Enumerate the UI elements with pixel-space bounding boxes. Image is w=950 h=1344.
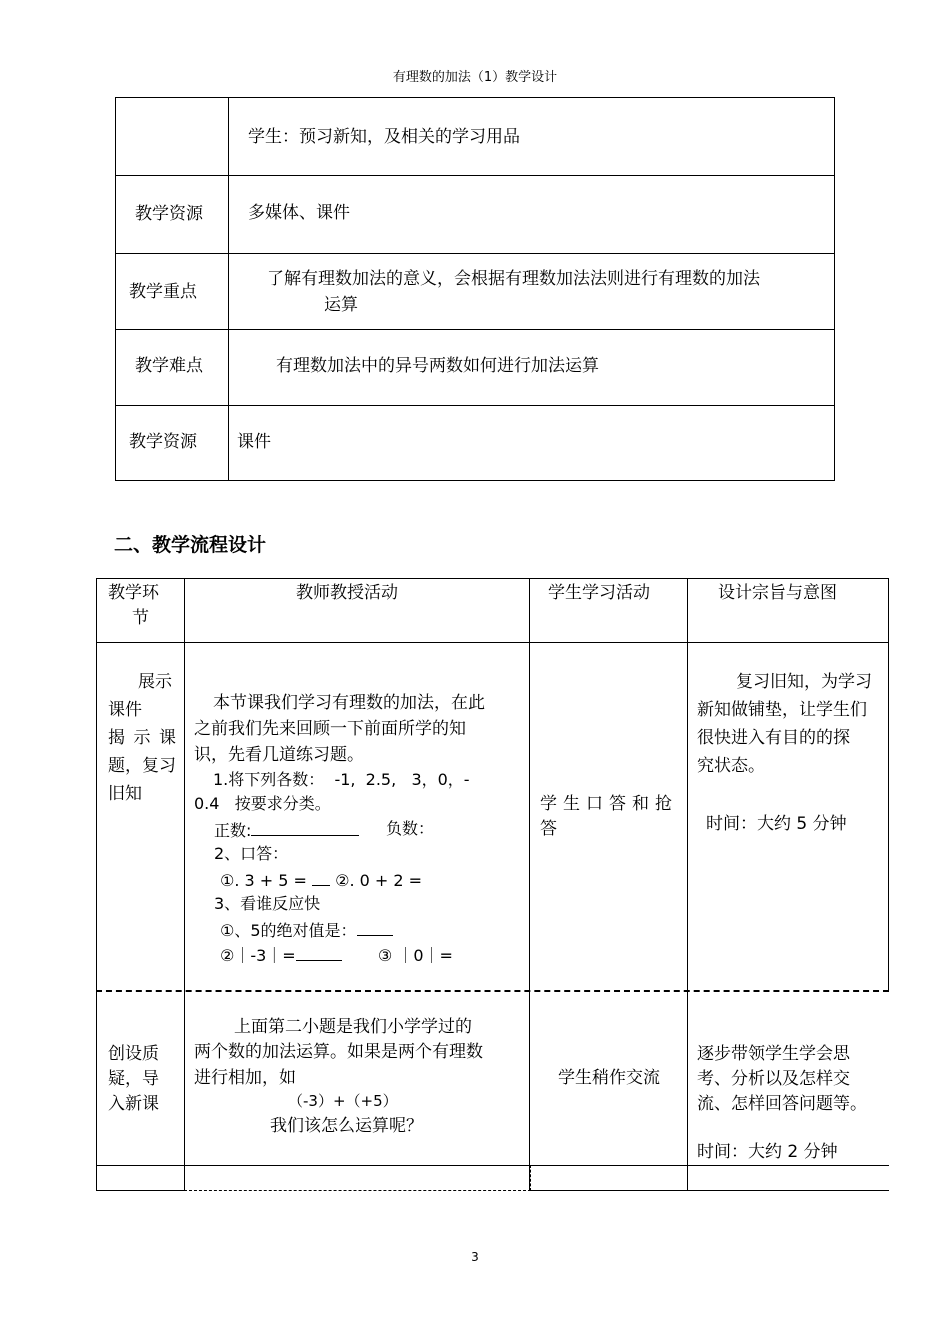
row-content: 运算 bbox=[324, 295, 358, 315]
table-border-right bbox=[888, 578, 889, 990]
exercise-2-title: 2、口答： bbox=[214, 844, 289, 863]
exercise-2 bbox=[220, 867, 422, 893]
purpose-text: 逐步带领学生学会思 bbox=[697, 1044, 850, 1064]
header-stage: 教学环 bbox=[108, 583, 159, 603]
student-activity: 答 bbox=[540, 819, 557, 839]
table-border-top bbox=[96, 578, 889, 579]
teaching-flow-table bbox=[96, 578, 889, 1190]
exercise-3a-text: ①、5的绝对值是： bbox=[220, 921, 357, 940]
stage-text: 揭 示 课 bbox=[108, 728, 176, 748]
exercise-3-title: 3、看谁反应快 bbox=[214, 894, 321, 913]
row-content: 了解有理数加法的意义，会根据有理数加法法则进行有理数的加法 bbox=[267, 269, 760, 289]
purpose-text: 考、分析以及怎样交 bbox=[697, 1069, 850, 1089]
stage-text: 课件 bbox=[108, 700, 142, 720]
stage-text: 题，复习 bbox=[108, 756, 176, 776]
lesson-info-table bbox=[115, 97, 835, 481]
row-content: 多媒体、课件 bbox=[248, 203, 350, 223]
teacher-text: 识，先看几道练习题。 bbox=[194, 745, 364, 765]
exercise-3a bbox=[220, 917, 393, 943]
stage-text: 旧知 bbox=[108, 784, 142, 804]
positive-label-text: 正数: bbox=[214, 821, 252, 840]
row-content: 课件 bbox=[237, 432, 271, 452]
time-text: 时间：大约 5 分钟 bbox=[706, 814, 847, 834]
purpose-text: 新知做铺垫，让学生们 bbox=[697, 700, 867, 720]
table-border-left bbox=[96, 578, 97, 1190]
header-divider bbox=[96, 642, 889, 643]
row-label: 教学资源 bbox=[135, 204, 203, 224]
exercise-1: 0.4 按要求分类。 bbox=[194, 794, 331, 813]
purpose-text: 究状态。 bbox=[697, 756, 765, 776]
exercise-3b: ②｜-3｜= bbox=[220, 946, 296, 965]
exercise-3c: ③ ｜0｜= bbox=[377, 946, 453, 965]
teacher-text: 上面第二小题是我们小学学过的 bbox=[234, 1017, 472, 1037]
column-divider bbox=[184, 578, 185, 1190]
purpose-text: 复习旧知，为学习 bbox=[736, 672, 872, 692]
row-content: 有理数加法中的异号两数如何进行加法运算 bbox=[276, 356, 599, 376]
stage-text: 展示 bbox=[138, 672, 172, 692]
row-content: 学生：预习新知，及相关的学习用品 bbox=[248, 127, 520, 147]
row-label: 教学重点 bbox=[129, 282, 197, 302]
table-border-bottom bbox=[96, 1190, 184, 1191]
row-divider bbox=[116, 405, 834, 406]
table-border-bottom bbox=[529, 1190, 889, 1191]
row-divider-dashed bbox=[96, 990, 889, 992]
header-student: 学生学习活动 bbox=[548, 583, 650, 603]
exercise-2a: ①. 3 + 5 = bbox=[220, 871, 307, 890]
row-label: 教学难点 bbox=[135, 356, 203, 376]
page-number: 3 bbox=[471, 1250, 479, 1264]
row-divider bbox=[116, 329, 834, 330]
section-title: 二、教学流程设计 bbox=[114, 534, 267, 556]
empty-dashed-cell bbox=[184, 1165, 531, 1191]
teacher-text: 进行相加，如 bbox=[194, 1068, 296, 1088]
header-stage: 节 bbox=[132, 608, 149, 628]
student-activity: 学 生 口 答 和 抢 bbox=[540, 794, 672, 814]
row-divider bbox=[116, 253, 834, 254]
purpose-text: 很快进入有目的的探 bbox=[697, 728, 850, 748]
row-divider bbox=[116, 175, 834, 176]
header-purpose: 设计宗旨与意图 bbox=[718, 583, 837, 603]
purpose-text: 流、怎样回答问题等。 bbox=[697, 1094, 867, 1114]
page-header: 有理数的加法（1）教学设计 bbox=[392, 70, 558, 85]
header-teacher: 教师教授活动 bbox=[296, 583, 398, 603]
example-expression: （-3）+（+5） bbox=[288, 1092, 398, 1110]
answer-blank bbox=[251, 817, 359, 836]
stage-text: 疑，导 bbox=[108, 1069, 159, 1089]
stage-text: 创设质 bbox=[108, 1044, 159, 1064]
answer-blank bbox=[296, 942, 342, 961]
row-label: 教学资源 bbox=[129, 432, 197, 452]
answer-blank bbox=[357, 917, 393, 936]
exercise-1: 1.将下列各数： -1, 2.5, 3，0，- bbox=[213, 770, 470, 789]
column-divider bbox=[228, 98, 229, 480]
stage-text: 入新课 bbox=[108, 1094, 159, 1114]
student-activity: 学生稍作交流 bbox=[558, 1068, 660, 1088]
exercise-2b: ②. 0 + 2 = bbox=[335, 871, 423, 890]
teacher-text: 我们该怎么运算呢？ bbox=[270, 1116, 423, 1136]
column-divider bbox=[529, 578, 530, 1190]
teacher-text: 本节课我们学习有理数的加法，在此 bbox=[213, 693, 485, 713]
teacher-text: 之前我们先来回顾一下前面所学的知 bbox=[194, 719, 466, 739]
teacher-text: 两个数的加法运算。如果是两个有理数 bbox=[194, 1042, 483, 1062]
positive-label bbox=[214, 817, 359, 843]
answer-blank bbox=[312, 867, 330, 886]
negative-label: 负数： bbox=[386, 819, 435, 838]
exercise-3bc bbox=[220, 942, 453, 968]
column-divider bbox=[687, 578, 688, 1190]
time-text: 时间：大约 2 分钟 bbox=[697, 1142, 838, 1162]
